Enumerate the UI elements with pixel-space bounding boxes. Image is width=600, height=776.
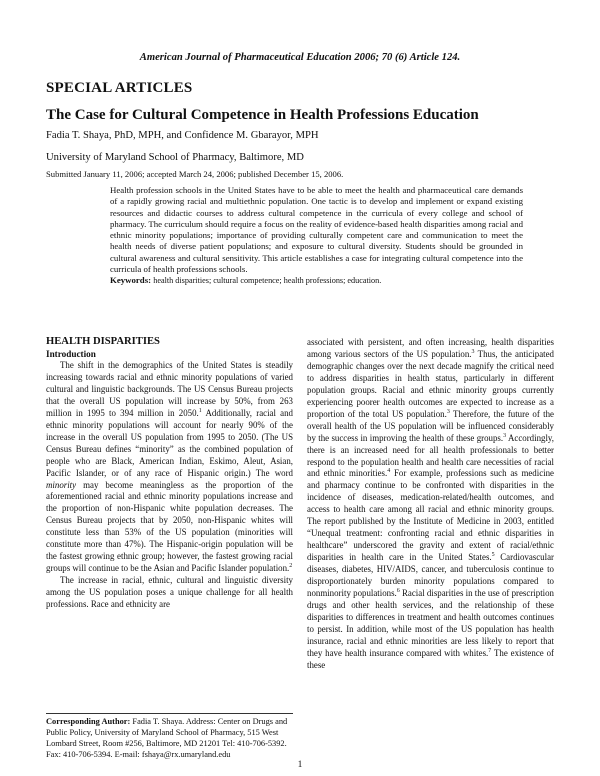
section-label: SPECIAL ARTICLES [46, 80, 193, 96]
corresponding-author-footnote [46, 716, 293, 760]
paragraph: associated with persistent, and often increasing, health disparities among various sectors of the US population.$^3$ Thus, the anticipated demographic changes over the next decade magnify the critical need to address disparities in health status, particularly in different population groups. Racial and ethnic minority groups currently experiencing poorer health outcomes are expected to increase as a proportion of the total US population.$^3$ Therefore, the future of the overall health of the US population will be influenced considerably by the success in improving the health of these groups.$^3$ Accordingly, there is an increased need for all health professionals to better respond to the population health and health care necessities of racial and ethnic minorities.$^4$ For example, professions such as medicine and pharmacy continue to be confronted with disparities in the incidence of diseases, medication-related/health outcomes, and access to health care among all racial and ethnic minority groups. The report published by the Institute of Medicine in 2003, entitled “Unequal treatment: confronting racial and ethnic disparities in healthcare” underscored the gravity and extent of racial/ethnic disparities in health care in the United States.$^5$ Cardiovascular diseases, diabetes, HIV/AIDS, cancer, and tuberculosis continue to disproportionately burden minority populations compared to nonminority populations.$^6$ Racial disparities in the use of prescription drugs and other health services, and the relationship of these disparities to differences in treatment and health outcomes continues to persist. In addition, while most of the US population has health insurance, racial and ethnic minorities are less likely to report that they have health insurance compared with whites.$^7$ The existence of these [307, 337, 554, 670]
left-column [46, 336, 293, 611]
page-number: 1 [297, 760, 303, 770]
citation-ref[interactable]: 4 [387, 468, 391, 475]
footnote-text: Fadia T. Shaya. Address: Center on Drugs and Public Policy, University of Maryland School of Pharmacy, 515 West Lombard Street, Room #256, Baltimore, MD 21201 Tel: 410-706-5392. Fax: 410-706-5394. E-mail: fshaya@rx.umaryland.edu [46, 717, 288, 759]
subsection-heading: Introduction [46, 349, 96, 359]
citation-ref[interactable]: 1 [198, 407, 202, 414]
citation-ref[interactable]: 5 [491, 552, 495, 559]
citation-ref[interactable]: 6 [396, 588, 400, 595]
footnote-label: Corresponding Author: [46, 717, 131, 726]
citation-ref[interactable]: 3 [471, 348, 475, 355]
citation-ref[interactable]: 2 [289, 563, 293, 570]
journal-citation: 2006; 70 (6) Article 124. [354, 52, 461, 63]
section-heading: HEALTH DISPARITIES [46, 336, 160, 347]
keywords: health disparities; cultural competence; health professions; education. [153, 276, 382, 286]
keywords-label: Keywords: [110, 275, 152, 286]
abstract [110, 185, 523, 287]
right-column [307, 337, 554, 672]
citation-ref[interactable]: 3 [503, 432, 507, 439]
paragraph: The increase in racial, ethnic, cultural and linguistic diversity among the US population poses a unique challenge for all health professions. Race and ethnicity are [46, 575, 293, 610]
publication-dates: Submitted January 11, 2006; accepted March 24, 2006; published December 15, 2006. [46, 169, 344, 179]
citation-ref[interactable]: 7 [488, 647, 492, 654]
footnote-divider [46, 713, 293, 714]
article-title: The Case for Cultural Competence in Health Professions Education [46, 107, 479, 123]
author-list: Fadia T. Shaya, PhD, MPH, and Confidence M. Gbarayor, MPH [46, 130, 319, 141]
journal-name: American Journal of Pharmaceutical Education [139, 52, 352, 63]
abstract-text: Health profession schools in the United States have to be able to meet the health and pharmaceutical care demands of a rapidly growing racial and multiethnic population. One tactic is to develop and implement or expand existing resources and didactic courses to address cultural competence in the curricula of every college and school of pharmacy. The curriculum should require a focus on the reality of evidence-based health disparities among racial and ethnic minority populations; importance of providing culturally competent care and communication to meet the health needs of diverse patient populations; and exposure to cultural diversity. Students should be grounded in cultural awareness and cultural sensitivity. This article establishes a case for integrating cultural competence into the curricula of health professions schools. [110, 185, 523, 275]
affiliation: University of Maryland School of Pharmacy, Baltimore, MD [46, 152, 304, 163]
paragraph: The shift in the demographics of the United States is steadily increasing towards racial and ethnic minority populations of varied cultural and linguistic backgrounds. The US Census Bureau projects that the overall US population will increase by 50%, from 263 million in 1995 to 394 million in 2050.$^1$ Additionally, racial and ethnic minority populations will account for nearly 90% of the increase in the overall US population from 1995 to 2050. (The US Census Bureau defines “minority” as the combined population of people who are Black, American Indian, Eskimo, Aleut, Asian, Pacific Islander, or of any race of Hispanic origin.) The word minority may become meaningless as the proportion of the aforementioned racial and ethnic minority populations increase and the proportion of non-Hispanic white population decreases. The Census Bureau projects that by 2050, non-Hispanic whites will constitute less than 53% of the US population (minorities will constitute more than 47%). The Hispanic-origin population will be the fastest growing ethnic group; however, the fastest growing racial groups will continue to be the Asian and Pacific Islander population.$^2$ [46, 360, 293, 574]
journal-header [0, 52, 600, 63]
citation-ref[interactable]: 3 [446, 408, 450, 415]
